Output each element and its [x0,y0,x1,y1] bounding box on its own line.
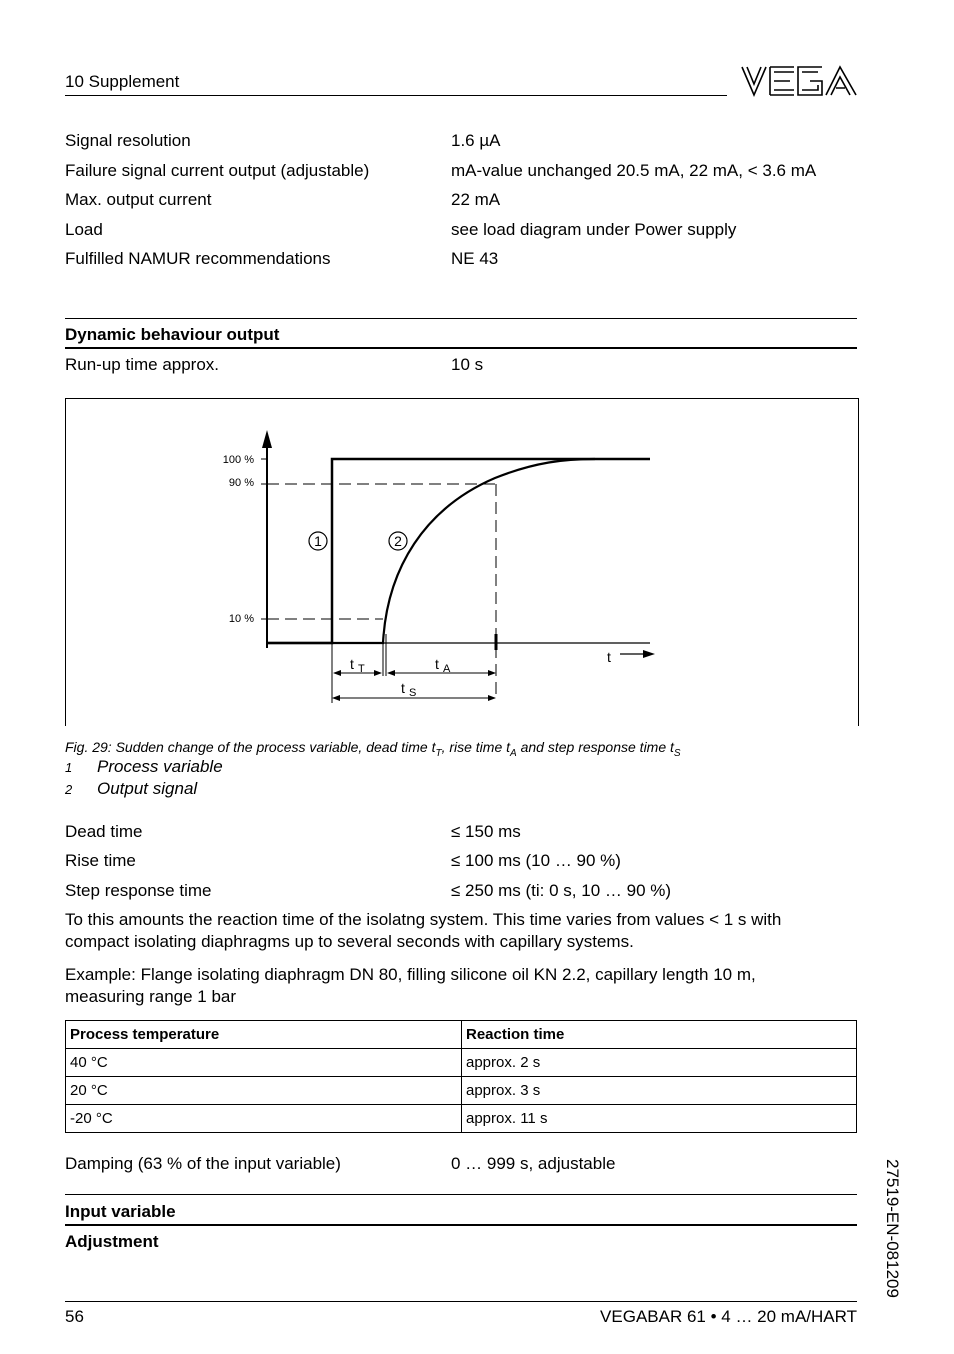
spec-key: Fulfilled NAMUR recommendations [65,249,331,268]
section-rule-bottom [65,347,857,349]
output-signal-curve [267,459,595,643]
table-cell: approx. 11 s [462,1105,857,1133]
header-section: 10 Supplement [65,72,180,91]
spec-key: Load [65,220,103,239]
y-axis-arrow-icon [262,430,272,448]
tick-10: 10 % [228,613,254,625]
vega-logo [740,64,858,98]
page-number: 56 [65,1307,84,1326]
spec-key: Max. output current [65,190,212,209]
paragraph-1-line-2: compact isolating diaphragms up to several seconds with capillary systems. [65,932,634,951]
input-subheading: Adjustment [65,1232,159,1251]
label-ta: t [435,656,439,672]
dynamic-heading: Dynamic behaviour output [65,325,280,344]
timing-value: ≤ 100 ms (10 … 90 %) [451,851,621,870]
figure-caption: Fig. 29: Sudden change of the process variable, dead time $t_T$, rise time $t_A$ and step response time $t_S$ [65,739,681,759]
timing-value: ≤ 250 ms (ti: 0 s, 10 … 90 %) [451,881,672,900]
input-heading: Input variable [65,1202,176,1221]
section-rule-top [65,318,857,319]
t-arrow-icon [643,650,655,658]
spec-value: 22 mA [451,190,501,209]
table-cell: 40 °C [66,1049,462,1077]
input-rule-top [65,1194,857,1195]
doc-id-vertical [883,1158,901,1308]
table-header: Reaction time [462,1021,857,1049]
label-tt: t [350,656,354,672]
paragraph-2-line-1: Example: Flange isolating diaphragm DN 80, filling silicone oil KN 2.2, capillary length 10 m, [65,965,756,984]
input-rule-bottom [65,1224,857,1226]
timing-value: ≤ 150 ms [451,822,521,841]
timing-key: Dead time [65,822,143,841]
table-cell: approx. 3 s [462,1077,857,1105]
table-cell: approx. 2 s [462,1049,857,1077]
marker-2: 2 [394,533,402,549]
header-rule [65,95,727,96]
label-ts: t [401,680,405,696]
doc-id: 27519-EN-081209 [883,1159,902,1298]
footer-product: VEGABAR 61 • 4 … 20 mA/HART [600,1307,857,1326]
label-tt-sub: T [358,663,365,675]
table-cell: 20 °C [66,1077,462,1105]
runup-value: 10 s [451,355,484,374]
label-ts-sub: S [409,687,417,699]
table-row [66,1049,857,1077]
spec-key: Failure signal current output (adjustable) [65,161,370,180]
spec-value: 1.6 µA [451,131,501,150]
spec-value: NE 43 [451,249,499,268]
tick-90: 90 % [228,477,254,489]
spec-key: Signal resolution [65,131,191,150]
tick-100: 100 % [222,454,254,466]
paragraph-1-line-1: To this amounts the reaction time of the isolatng system. This time varies from values < 1 s with [65,910,782,929]
damping-key: Damping (63 % of the input variable) [65,1154,341,1173]
table-cell: -20 °C [66,1105,462,1133]
timing-key: Step response time [65,881,212,900]
label-t: t [607,649,611,665]
spec-value: mA-value unchanged 20.5 mA, 22 mA, < 3.6 mA [451,161,817,180]
label-ta-sub: A [443,663,451,675]
step-response-diagram [65,398,857,725]
timing-key: Rise time [65,851,136,870]
process-variable-line [267,459,650,643]
table-row [66,1105,857,1133]
runup-key: Run-up time approx. [65,355,220,374]
marker-1: 1 [314,533,322,549]
table-header: Process temperature [66,1021,462,1049]
spec-value: see load diagram under Power supply [451,220,737,239]
reaction-time-table [65,1020,857,1133]
table-row [66,1077,857,1105]
paragraph-2-line-2: measuring range 1 bar [65,987,237,1006]
footer-rule [65,1301,857,1302]
damping-value: 0 … 999 s, adjustable [451,1154,616,1173]
table-header-row [66,1021,857,1049]
